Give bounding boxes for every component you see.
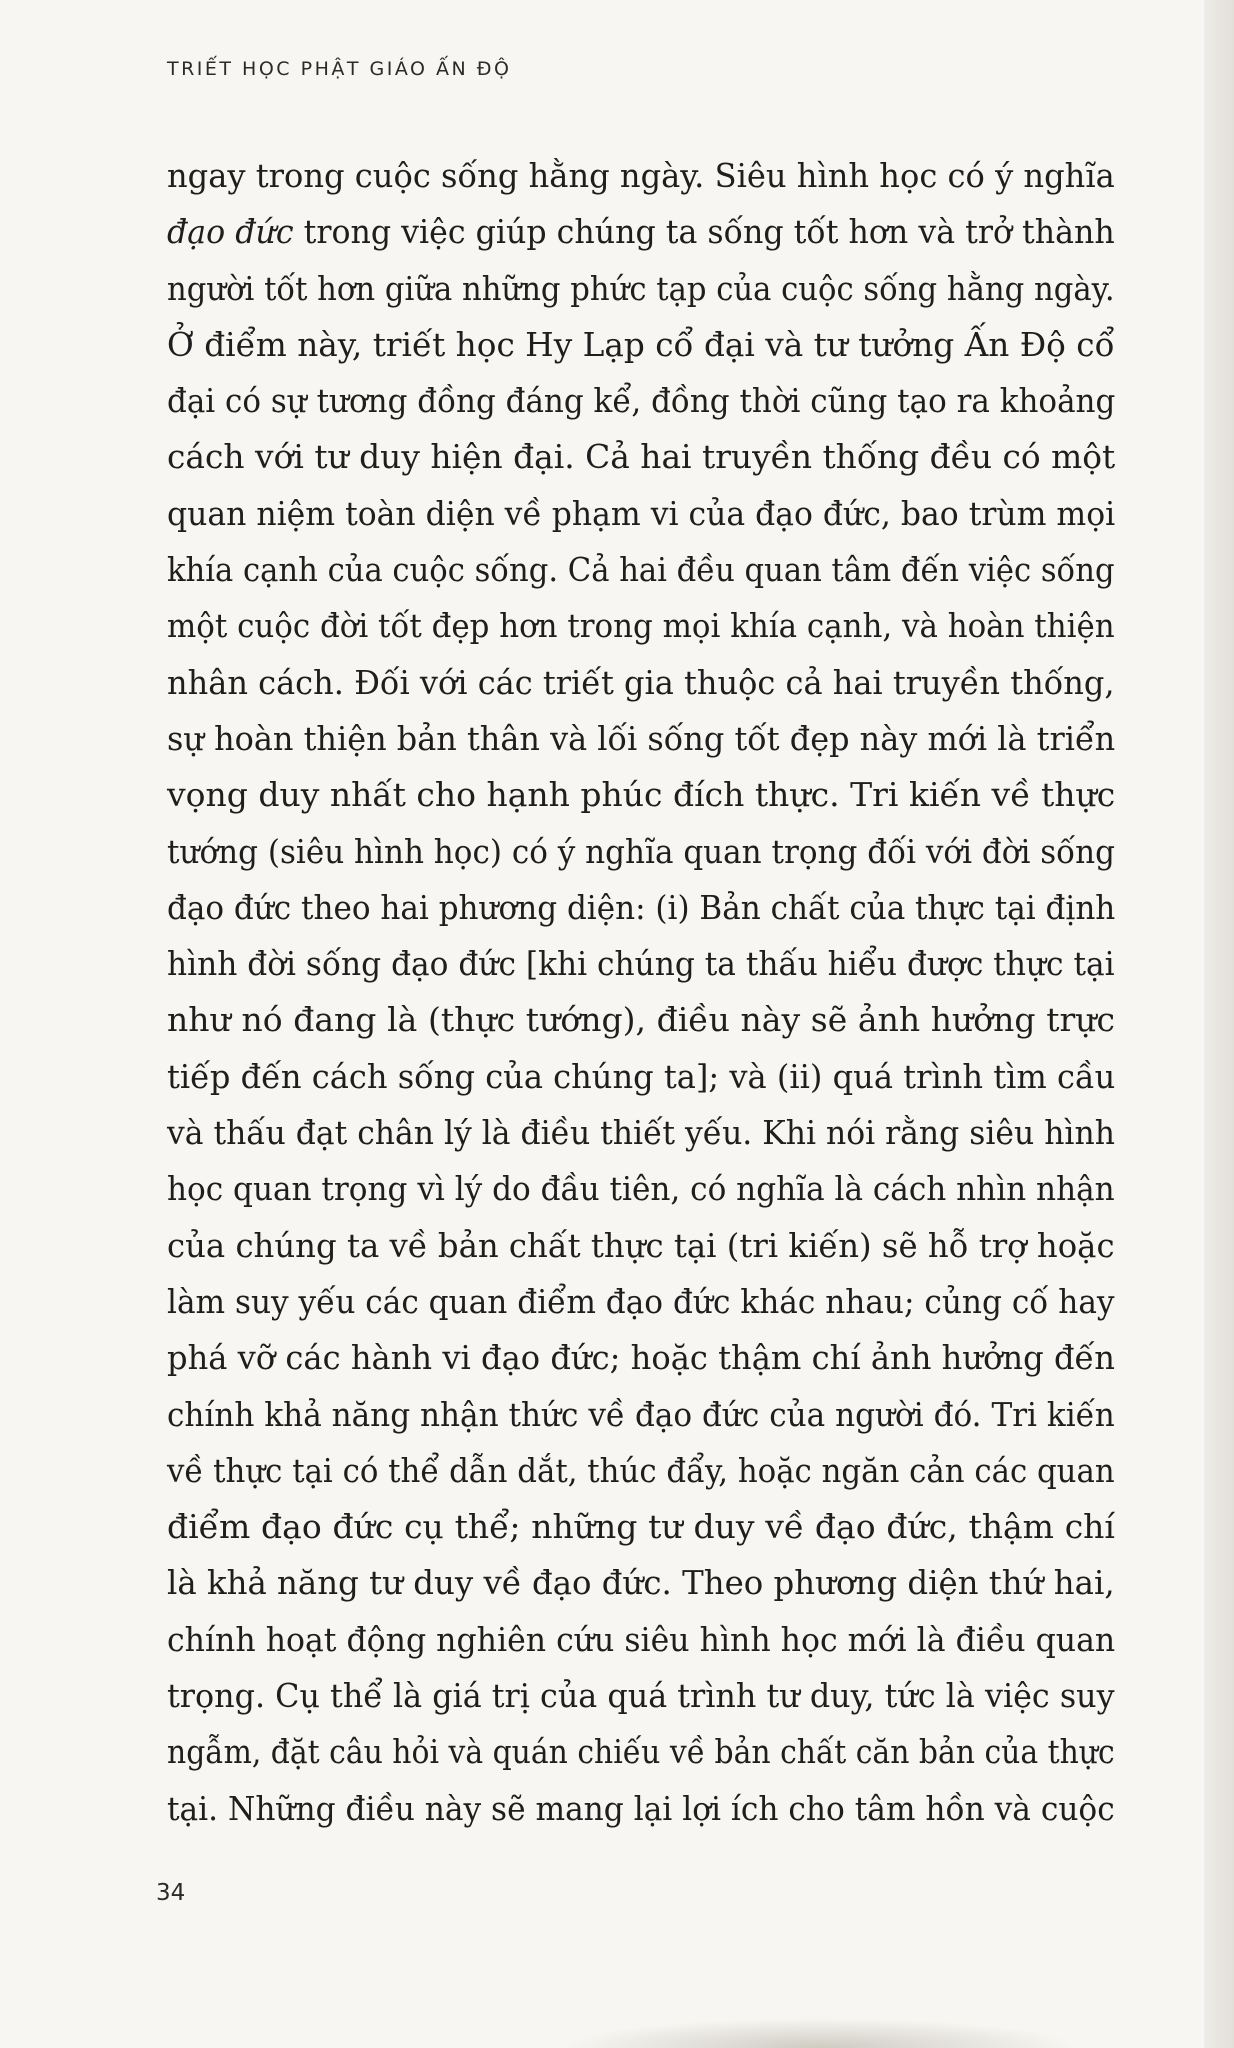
text-line [167,711,1115,767]
text-line [167,1555,1115,1611]
text-line [167,148,1115,204]
text-line [167,1049,1115,1105]
text-segment: điểm đạo đức cụ thể; những tư duy về đạo đức, thậm chí [167,1507,1115,1547]
text-line [167,429,1115,485]
text-line [167,486,1115,542]
text-segment: tiếp đến cách sống của chúng ta]; và (ii) quá trình tìm cầu [167,1056,1116,1096]
text-segment: người tốt hơn giữa những phức tạp của cuộc sống hằng ngày. [167,268,1115,308]
text-segment: hình đời sống đạo đức [khi chúng ta thấu hiểu được thực tại [167,944,1115,984]
text-segment: về thực tại có thể dẫn dắt, thúc đẩy, hoặc ngăn cản các quan [167,1450,1115,1490]
text-segment: ngẫm, đặt câu hỏi và quán chiếu về bản chất căn bản của thực [167,1732,1115,1772]
text-line [167,204,1115,260]
text-line [167,1330,1115,1386]
text-segment: ngay trong cuộc sống hằng ngày. Siêu hình học có ý nghĩa [167,156,1115,195]
text-segment: như nó đang là (thực tướng), điều này sẽ ảnh hưởng trực [167,1000,1115,1040]
text-line [167,1161,1115,1217]
text-segment: của chúng ta về bản chất thực tại (tri kiến) sẽ hỗ trợ hoặc [167,1225,1115,1265]
text-line [167,880,1115,936]
text-line [167,1612,1115,1668]
text-line [167,1724,1115,1780]
text-segment: chính khả năng nhận thức về đạo đức của người đó. Tri kiến [167,1394,1115,1434]
text-line [167,992,1115,1048]
text-line [167,261,1115,317]
text-line [167,1443,1115,1499]
text-line [167,542,1115,598]
text-segment: nhân cách. Đối với các triết gia thuộc cả hai truyền thống, [167,662,1115,702]
text-segment: khía cạnh của cuộc sống. Cả hai đều quan tâm đến việc sống [167,550,1115,590]
body-text [167,148,1115,1837]
text-segment: vọng duy nhất cho hạnh phúc đích thực. Tri kiến về thực [167,775,1116,815]
text-line [167,936,1115,992]
text-segment: làm suy yếu các quan điểm đạo đức khác nhau; củng cố hay [167,1281,1115,1321]
text-segment: học quan trọng vì lý do đầu tiên, có nghĩa là cách nhìn nhận [167,1169,1115,1209]
text-line [167,1387,1115,1443]
text-segment: quan niệm toàn diện về phạm vi của đạo đức, bao trùm mọi [167,493,1116,533]
text-line [167,1105,1115,1161]
text-line [167,655,1115,711]
text-line [167,824,1115,880]
text-segment: trọng. Cụ thể là giá trị của quá trình tư duy, tức là việc suy [167,1676,1115,1716]
text-segment: tướng (siêu hình học) có ý nghĩa quan trọng đối với đời sống [167,831,1116,871]
running-header: TRIẾT HỌC PHẬT GIÁO ẤN ĐỘ [167,58,512,80]
text-line [167,373,1115,429]
text-segment: sự hoàn thiện bản thân và lối sống tốt đẹp này mới là triển [167,718,1116,758]
text-segment: tại. Những điều này sẽ mang lại lợi ích cho tâm hồn và cuộc [167,1788,1115,1828]
text-line [167,1274,1115,1330]
text-line [167,1218,1115,1274]
text-segment: đạo đức theo hai phương diện: (i) Bản chất của thực tại định [167,887,1116,927]
text-segment: và thấu đạt chân lý là điều thiết yếu. Khi nói rằng siêu hình [167,1113,1115,1153]
italic-text: đạo đức [167,212,294,252]
text-line [167,1668,1115,1724]
text-line [167,767,1115,823]
page-number: 34 [156,1880,186,1906]
text-segment: phá vỡ các hành vi đạo đức; hoặc thậm chí ảnh hưởng đến [167,1338,1116,1378]
text-segment: chính hoạt động nghiên cứu siêu hình học mới là điều quan [167,1619,1116,1659]
text-segment: một cuộc đời tốt đẹp hơn trong mọi khía cạnh, và hoàn thiện [167,606,1115,646]
page-edge [1204,0,1234,2048]
text-line [167,598,1115,654]
page-shadow [560,2018,1080,2048]
text-segment: Ở điểm này, triết học Hy Lạp cổ đại và tư tưởng Ấn Độ cổ [167,324,1115,364]
text-segment: đại có sự tương đồng đáng kể, đồng thời cũng tạo ra khoảng [167,381,1116,421]
text-line [167,1781,1115,1837]
text-line [167,317,1115,373]
text-segment: là khả năng tư duy về đạo đức. Theo phương diện thứ hai, [167,1563,1115,1603]
text-segment: cách với tư duy hiện đại. Cả hai truyền thống đều có một [167,437,1116,477]
text-line [167,1499,1115,1555]
text-segment: trong việc giúp chúng ta sống tốt hơn và trở thành [293,212,1115,252]
